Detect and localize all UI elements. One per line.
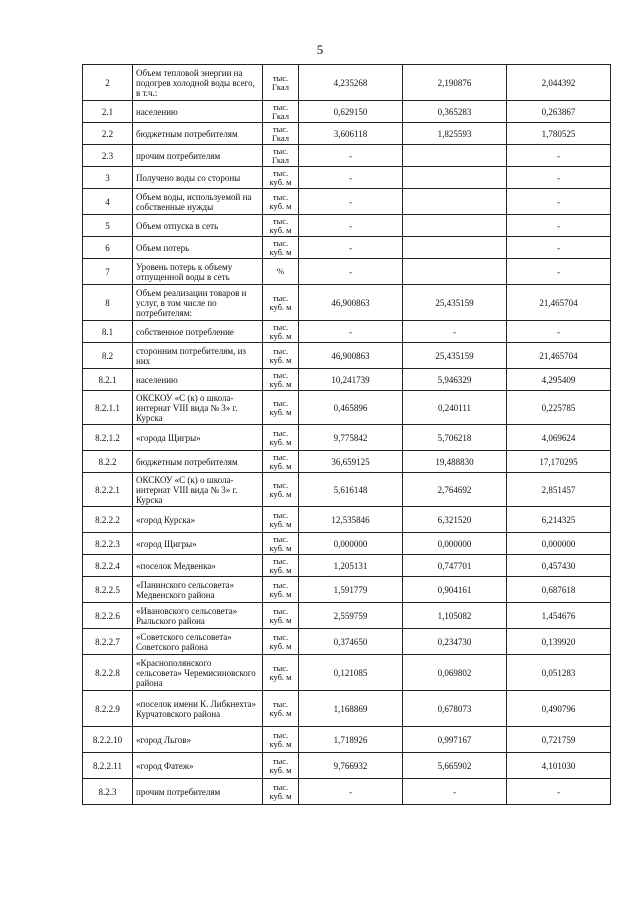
value-col-2-cell [403, 259, 507, 285]
table-row [83, 259, 611, 285]
value-col-3-cell: 21,465704 [507, 285, 611, 321]
table-row [83, 391, 611, 425]
row-unit-cell: тыс. куб. м [263, 555, 299, 577]
table-row [83, 101, 611, 123]
value-col-3-cell: 2,851457 [507, 473, 611, 507]
value-col-1-cell: 0,465896 [299, 391, 403, 425]
row-name-cell: «Краснополянского сельсовета» Черемисиновского района [133, 655, 263, 691]
value-col-3-cell: 4,069624 [507, 425, 611, 451]
row-number-cell: 8.2.2.6 [83, 603, 133, 629]
row-name-cell: «поселок Медвенка» [133, 555, 263, 577]
row-number-cell: 2.2 [83, 123, 133, 145]
row-name-cell: населению [133, 101, 263, 123]
value-col-2-cell: 25,435159 [403, 343, 507, 369]
value-col-2-cell: 5,946329 [403, 369, 507, 391]
value-col-2-cell: 0,997167 [403, 727, 507, 753]
row-name-cell: собственное потребление [133, 321, 263, 343]
value-col-3-cell: 4,295409 [507, 369, 611, 391]
value-col-1-cell: 4,235268 [299, 65, 403, 101]
value-col-2-cell: 0,747701 [403, 555, 507, 577]
row-number-cell: 8.2.2.4 [83, 555, 133, 577]
value-col-3-cell: 0,000000 [507, 533, 611, 555]
value-col-2-cell: 2,764692 [403, 473, 507, 507]
value-col-2-cell [403, 237, 507, 259]
row-unit-cell: тыс. куб. м [263, 577, 299, 603]
row-number-cell: 3 [83, 167, 133, 189]
value-col-1-cell: - [299, 145, 403, 167]
value-col-1-cell: 46,900863 [299, 285, 403, 321]
value-col-2-cell: 0,365283 [403, 101, 507, 123]
table-row [83, 65, 611, 101]
table-row [83, 577, 611, 603]
row-unit-cell: тыс. куб. м [263, 779, 299, 805]
value-col-1-cell: 2,559759 [299, 603, 403, 629]
value-col-1-cell: 9,775842 [299, 425, 403, 451]
table-row [83, 629, 611, 655]
table-row [83, 753, 611, 779]
value-col-2-cell: - [403, 321, 507, 343]
row-name-cell: «город Фатеж» [133, 753, 263, 779]
row-number-cell: 8.2.2.10 [83, 727, 133, 753]
value-col-1-cell: - [299, 321, 403, 343]
row-name-cell: ОКСКОУ «С (к) о школа-интернат VIII вида № 3» г. Курска [133, 391, 263, 425]
table-row [83, 167, 611, 189]
row-unit-cell: тыс. куб. м [263, 451, 299, 473]
value-col-2-cell: 0,240111 [403, 391, 507, 425]
row-name-cell: «города Щигры» [133, 425, 263, 451]
value-col-3-cell: - [507, 779, 611, 805]
value-col-2-cell: 1,105082 [403, 603, 507, 629]
table-row [83, 473, 611, 507]
row-name-cell: «город Курска» [133, 507, 263, 533]
row-name-cell: «поселок имени К. Либкнехта» Курчатовского района [133, 691, 263, 727]
table-row [83, 655, 611, 691]
value-col-3-cell: 2,044392 [507, 65, 611, 101]
row-unit-cell: тыс. Гкал [263, 101, 299, 123]
row-unit-cell: тыс. Гкал [263, 65, 299, 101]
row-name-cell: Объем отпуска в сеть [133, 215, 263, 237]
table-row [83, 555, 611, 577]
table-row [83, 321, 611, 343]
row-number-cell: 4 [83, 189, 133, 215]
value-col-2-cell: 25,435159 [403, 285, 507, 321]
value-col-1-cell: 1,718926 [299, 727, 403, 753]
row-number-cell: 8.2.2.2 [83, 507, 133, 533]
value-col-2-cell: 0,904161 [403, 577, 507, 603]
value-col-1-cell: 0,629150 [299, 101, 403, 123]
value-col-3-cell: 0,051283 [507, 655, 611, 691]
row-unit-cell: тыс. куб. м [263, 727, 299, 753]
value-col-2-cell [403, 145, 507, 167]
row-name-cell: бюджетным потребителям [133, 451, 263, 473]
row-number-cell: 8.2 [83, 343, 133, 369]
row-name-cell: ОКСКОУ «С (к) о школа-интернат VIII вида № 3» г. Курска [133, 473, 263, 507]
row-name-cell: сторонним потребителям, из них [133, 343, 263, 369]
value-col-2-cell: 1,825593 [403, 123, 507, 145]
table-row [83, 533, 611, 555]
value-col-3-cell: 0,139920 [507, 629, 611, 655]
table-row [83, 237, 611, 259]
table-row [83, 603, 611, 629]
row-number-cell: 8.1 [83, 321, 133, 343]
value-col-3-cell: 6,214325 [507, 507, 611, 533]
row-name-cell: Получено воды со стороны [133, 167, 263, 189]
value-col-2-cell: 0,678073 [403, 691, 507, 727]
table-row [83, 215, 611, 237]
value-col-1-cell: 0,000000 [299, 533, 403, 555]
table-row [83, 145, 611, 167]
row-number-cell: 6 [83, 237, 133, 259]
value-col-1-cell: - [299, 167, 403, 189]
value-col-3-cell: 0,490796 [507, 691, 611, 727]
value-col-1-cell: - [299, 215, 403, 237]
value-col-3-cell: 0,457430 [507, 555, 611, 577]
table-row [83, 369, 611, 391]
value-col-3-cell: 21,465704 [507, 343, 611, 369]
row-name-cell: Объем тепловой энергии на подогрев холодной воды всего, в т.ч.: [133, 65, 263, 101]
value-col-2-cell: 0,069802 [403, 655, 507, 691]
row-unit-cell: тыс. куб. м [263, 215, 299, 237]
row-unit-cell: тыс. куб. м [263, 321, 299, 343]
row-unit-cell: тыс. Гкал [263, 145, 299, 167]
value-col-2-cell: 5,665902 [403, 753, 507, 779]
row-unit-cell: тыс. куб. м [263, 425, 299, 451]
value-col-1-cell: - [299, 779, 403, 805]
table-row [83, 343, 611, 369]
value-col-3-cell: - [507, 321, 611, 343]
row-number-cell: 8.2.2.8 [83, 655, 133, 691]
row-name-cell: «Советского сельсовета» Советского района [133, 629, 263, 655]
table-row [83, 425, 611, 451]
row-number-cell: 8 [83, 285, 133, 321]
row-name-cell: «город Щигры» [133, 533, 263, 555]
value-col-1-cell: 5,616148 [299, 473, 403, 507]
row-number-cell: 8.2.1.1 [83, 391, 133, 425]
value-col-2-cell: 0,000000 [403, 533, 507, 555]
value-col-1-cell: - [299, 189, 403, 215]
value-col-3-cell: 4,101030 [507, 753, 611, 779]
value-col-2-cell: 5,706218 [403, 425, 507, 451]
row-name-cell: прочим потребителям [133, 779, 263, 805]
row-unit-cell: тыс. Гкал [263, 123, 299, 145]
row-number-cell: 8.2.3 [83, 779, 133, 805]
value-col-2-cell: 0,234730 [403, 629, 507, 655]
value-col-3-cell: - [507, 189, 611, 215]
value-col-3-cell: - [507, 145, 611, 167]
row-number-cell: 8.2.1.2 [83, 425, 133, 451]
value-col-2-cell: - [403, 779, 507, 805]
value-col-1-cell: 1,168869 [299, 691, 403, 727]
row-unit-cell: тыс. куб. м [263, 603, 299, 629]
row-name-cell: Объем потерь [133, 237, 263, 259]
row-unit-cell: тыс. куб. м [263, 343, 299, 369]
value-col-1-cell: 3,606118 [299, 123, 403, 145]
table-row [83, 727, 611, 753]
row-name-cell: «Ивановского сельсовета» Рыльского района [133, 603, 263, 629]
row-unit-cell: тыс. куб. м [263, 167, 299, 189]
row-unit-cell: тыс. куб. м [263, 507, 299, 533]
value-col-3-cell: 17,170295 [507, 451, 611, 473]
value-col-3-cell: 0,721759 [507, 727, 611, 753]
value-col-2-cell [403, 215, 507, 237]
value-col-1-cell: 46,900863 [299, 343, 403, 369]
value-col-3-cell: 1,454676 [507, 603, 611, 629]
row-number-cell: 8.2.2.9 [83, 691, 133, 727]
row-name-cell: Объем реализации товаров и услуг, в том числе по потребителям: [133, 285, 263, 321]
row-number-cell: 8.2.2.7 [83, 629, 133, 655]
row-unit-cell: тыс. куб. м [263, 655, 299, 691]
value-col-1-cell: 1,591779 [299, 577, 403, 603]
row-unit-cell: тыс. куб. м [263, 189, 299, 215]
row-number-cell: 2.3 [83, 145, 133, 167]
value-col-3-cell: 0,263867 [507, 101, 611, 123]
value-col-2-cell: 6,321520 [403, 507, 507, 533]
value-col-2-cell: 2,190876 [403, 65, 507, 101]
table-body [83, 65, 611, 805]
value-col-1-cell: - [299, 259, 403, 285]
row-number-cell: 8.2.2.3 [83, 533, 133, 555]
row-number-cell: 8.2.2.5 [83, 577, 133, 603]
table-row [83, 779, 611, 805]
row-unit-cell: тыс. куб. м [263, 629, 299, 655]
row-name-cell: «город Льгов» [133, 727, 263, 753]
value-col-3-cell: 0,687618 [507, 577, 611, 603]
table-row [83, 507, 611, 533]
row-number-cell: 7 [83, 259, 133, 285]
row-number-cell: 2.1 [83, 101, 133, 123]
row-name-cell: бюджетным потребителям [133, 123, 263, 145]
table-row [83, 123, 611, 145]
value-col-1-cell: 1,205131 [299, 555, 403, 577]
value-col-1-cell: 0,121085 [299, 655, 403, 691]
page-number: 5 [316, 42, 324, 57]
row-unit-cell: тыс. куб. м [263, 237, 299, 259]
row-number-cell: 2 [83, 65, 133, 101]
value-col-2-cell: 19,488830 [403, 451, 507, 473]
value-col-3-cell: - [507, 167, 611, 189]
value-col-1-cell: 36,659125 [299, 451, 403, 473]
value-col-2-cell [403, 167, 507, 189]
value-col-3-cell: - [507, 259, 611, 285]
table-row [83, 189, 611, 215]
row-number-cell: 8.2.1 [83, 369, 133, 391]
row-name-cell: «Панинского сельсовета» Медвенского района [133, 577, 263, 603]
row-name-cell: населению [133, 369, 263, 391]
row-number-cell: 8.2.2.1 [83, 473, 133, 507]
value-col-1-cell: 10,241739 [299, 369, 403, 391]
value-col-1-cell: 9,766932 [299, 753, 403, 779]
row-unit-cell: % [263, 259, 299, 285]
value-col-2-cell [403, 189, 507, 215]
row-unit-cell: тыс. куб. м [263, 285, 299, 321]
row-unit-cell: тыс. куб. м [263, 753, 299, 779]
value-col-3-cell: 0,225785 [507, 391, 611, 425]
value-col-1-cell: - [299, 237, 403, 259]
row-number-cell: 8.2.2.11 [83, 753, 133, 779]
table-row [83, 451, 611, 473]
row-unit-cell: тыс. куб. м [263, 369, 299, 391]
row-unit-cell: тыс. куб. м [263, 473, 299, 507]
value-col-3-cell: 1,780525 [507, 123, 611, 145]
row-unit-cell: тыс. куб. м [263, 691, 299, 727]
table-row [83, 285, 611, 321]
row-name-cell: Уровень потерь к объему отпущенной воды в сеть [133, 259, 263, 285]
row-unit-cell: тыс. куб. м [263, 391, 299, 425]
table-row [83, 691, 611, 727]
value-col-1-cell: 12,535846 [299, 507, 403, 533]
row-number-cell: 8.2.2 [83, 451, 133, 473]
row-number-cell: 5 [83, 215, 133, 237]
row-name-cell: прочим потребителям [133, 145, 263, 167]
consumption-table [82, 64, 611, 805]
value-col-1-cell: 0,374650 [299, 629, 403, 655]
value-col-3-cell: - [507, 237, 611, 259]
row-unit-cell: тыс. куб. м [263, 533, 299, 555]
value-col-3-cell: - [507, 215, 611, 237]
row-name-cell: Объем воды, используемой на собственные нужды [133, 189, 263, 215]
